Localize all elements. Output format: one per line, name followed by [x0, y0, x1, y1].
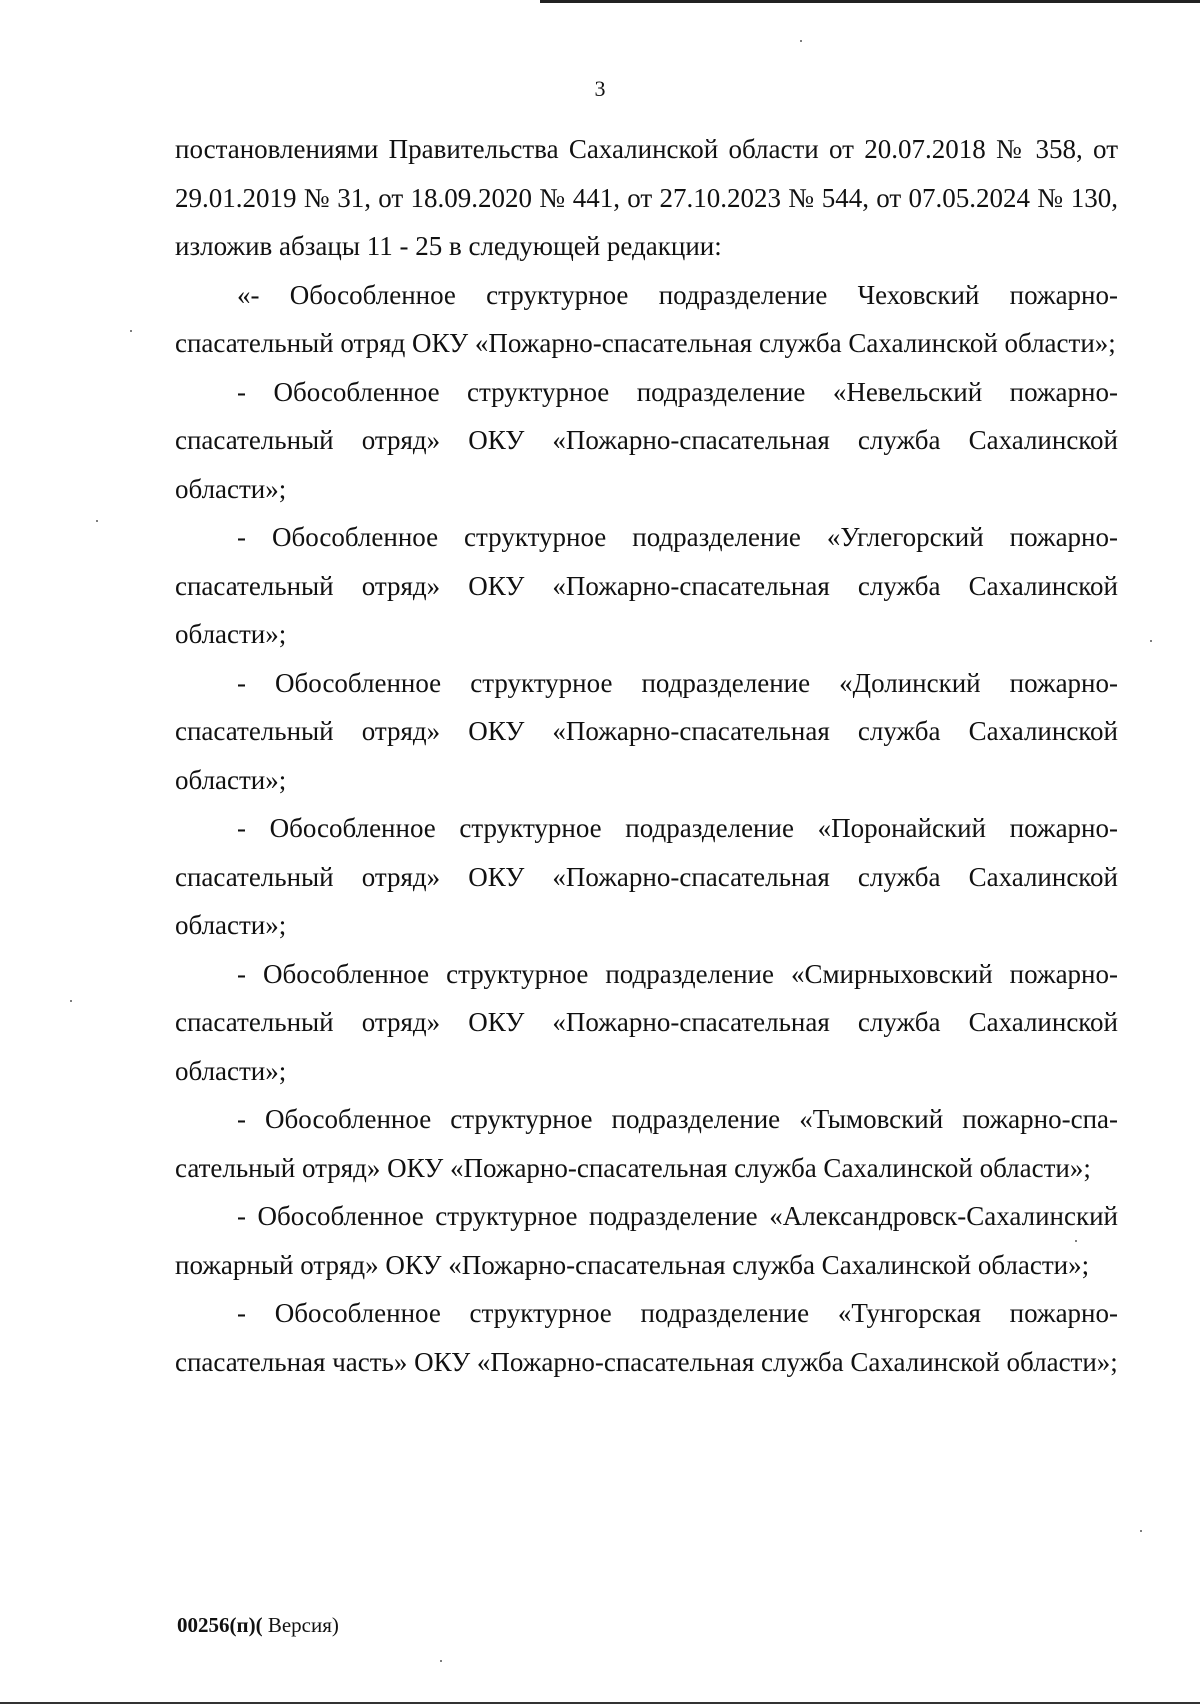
scan-speck: [800, 40, 802, 42]
document-body: [175, 125, 1118, 1386]
list-item-aleksandrovsk: - Обособленное структурное подразделение «Александровск-Сахалинский пожарный отряд» ОКУ «Пожарно-спасательная служба Сахалинской области»;: [175, 1201, 1118, 1280]
scan-speck: [1140, 1530, 1142, 1532]
document-footer: [177, 1613, 339, 1638]
scan-speck: [70, 1000, 72, 1002]
document-code: 00256(п)(: [177, 1613, 263, 1637]
list-item-uglegorsk: - Обособленное структурное подразделение «Углегорский пожарно-спасательный отряд» ОКУ «Пожарно-спасательная служба Сахалинской области»;: [175, 522, 1118, 649]
list-item-poronaysk: - Обособленное структурное подразделение «Поронайский пожарно-спасательный отряд» ОКУ «Пожарно-спасательная служба Сахалинской области»;: [175, 813, 1118, 940]
list-item-dolinsk: - Обособленное структурное подразделение «Долинский пожарно-спасательный отряд» ОКУ «Пожарно-спасательная служба Сахалинской области»;: [175, 667, 1118, 795]
list-item-nevelsk: - Обособленное структурное подразделение «Невельский пожарно-спасательный отряд» ОКУ «Пожарно-спасательная служба Сахалинской области»;: [175, 376, 1118, 504]
bottom-border-line: [0, 1702, 1200, 1704]
top-border-line: [540, 0, 1200, 3]
list-item-tungor: - Обособленное структурное подразделение «Тунгорская пожарно-спасательная часть» ОКУ «Пожарно-спасательная служба Сахалинской области»;: [175, 1298, 1118, 1377]
list-item-smirnykh: - Обособленное структурное подразделение «Смирныховский пожарно-спасательный отряд» ОКУ «Пожарно-спасательная служба Сахалинской области»;: [175, 958, 1118, 1086]
scan-speck: [1075, 1240, 1077, 1242]
scan-speck: [440, 1660, 442, 1662]
scan-speck: [1150, 640, 1152, 642]
page-number: 3: [594, 76, 606, 101]
scan-speck: [96, 520, 98, 522]
intro-paragraph: постановлениями Правительства Сахалинской области от 20.07.2018 № 358, от 29.01.2019 № 31, от 18.09.2020 № 441, от 27.10.2023 № 544, от 07.05.2024 № 130, изложив абзацы 11 - 25 в следующей редакции:: [175, 134, 1118, 261]
list-item-tymovsk: - Обособленное структурное подразделение «Тымовский пожарно-спа-сательный отряд» ОКУ «Пожарно-спасательная служба Сахалинской области»;: [175, 1104, 1118, 1183]
document-version: Версия): [262, 1613, 339, 1637]
list-item-chekhov: «- Обособленное структурное подразделение Чеховский пожарно-спасательный отряд ОКУ «Пожарно-спасательная служба Сахалинской области»;: [175, 279, 1118, 358]
scan-speck: [130, 330, 132, 332]
